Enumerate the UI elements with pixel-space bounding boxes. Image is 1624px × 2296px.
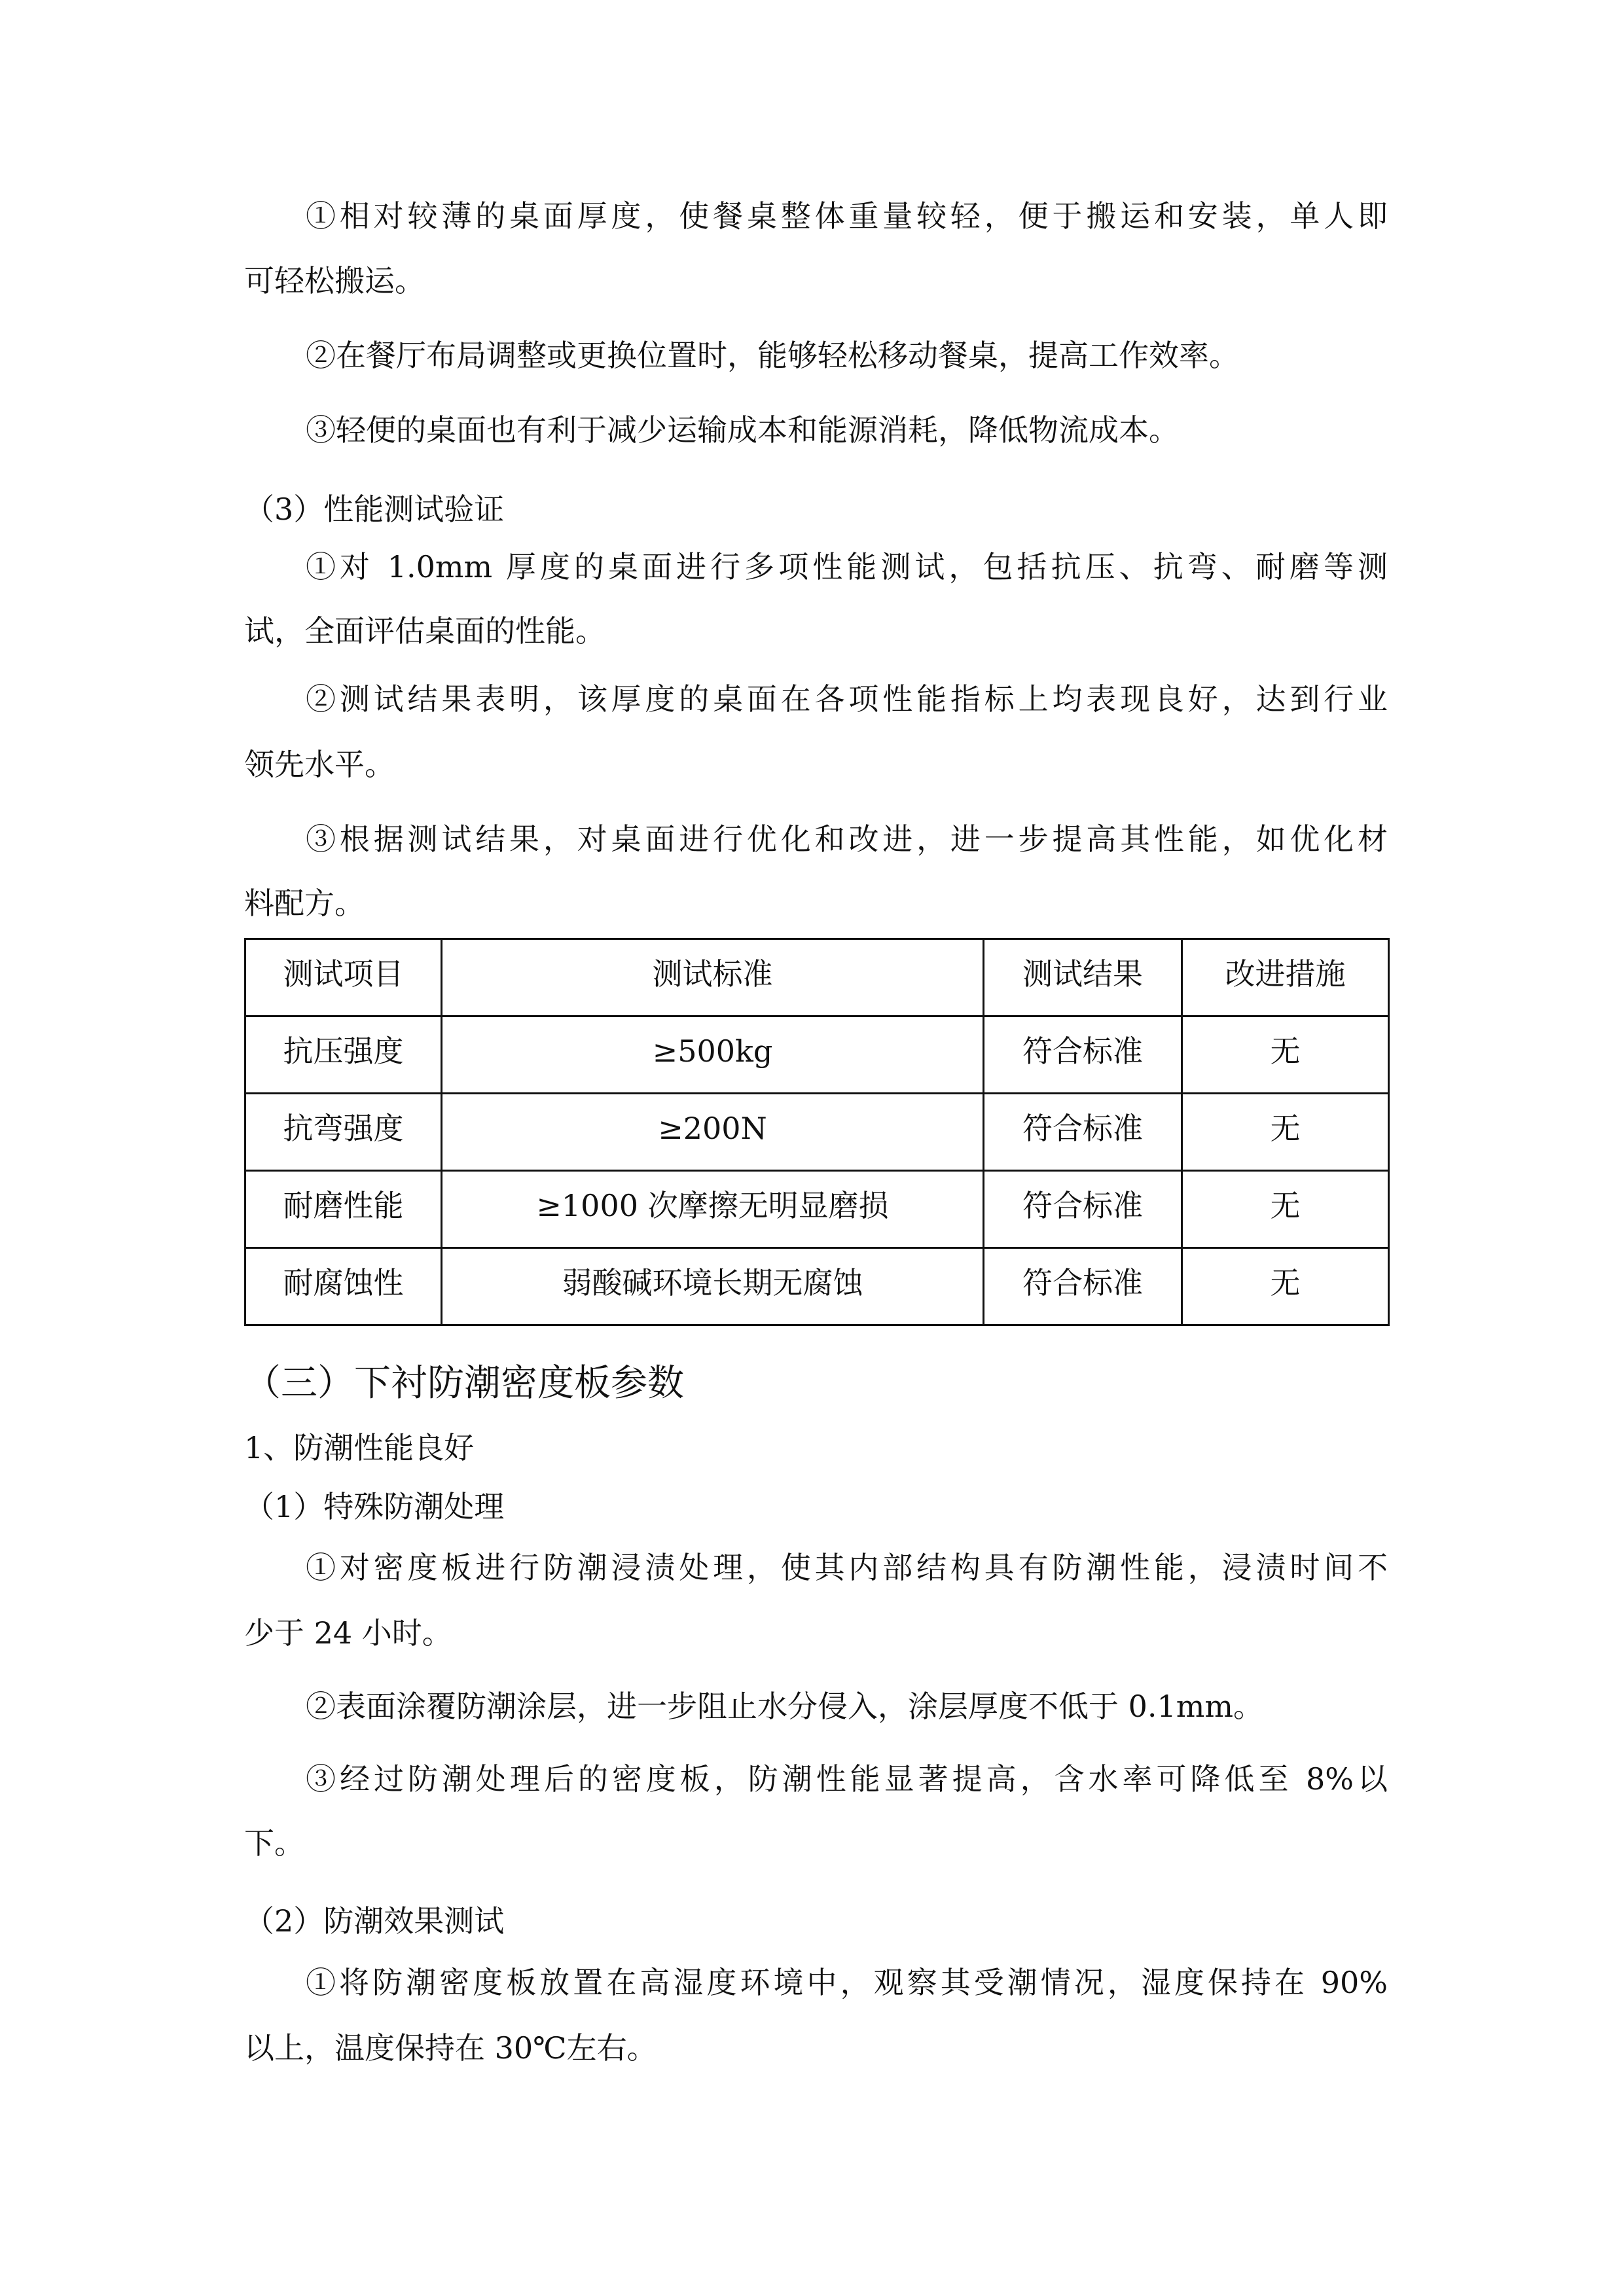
paragraph-5-line-2: 领先水平。 bbox=[244, 747, 395, 782]
paragraph-3: ③轻便的桌面也有利于减少运输成本和能源消耗，降低物流成本。 bbox=[306, 412, 1179, 448]
table-cell: 无 bbox=[1182, 1171, 1389, 1248]
table-header-cell: 测试标准 bbox=[442, 939, 984, 1016]
table-header-row bbox=[245, 939, 1389, 1016]
treatment-paragraph-1-line-1: ①对密度板进行防潮浸渍处理，使其内部结构具有防潮性能，浸渍时间不 bbox=[306, 1550, 1388, 1585]
table-cell: 抗压强度 bbox=[245, 1016, 442, 1094]
paragraph-4-line-1: ①对 1.0mm 厚度的桌面进行多项性能测试，包括抗压、抗弯、耐磨等测 bbox=[306, 549, 1388, 584]
table-header-cell: 测试项目 bbox=[245, 939, 442, 1016]
treatment-paragraph-3-line-2: 下。 bbox=[244, 1825, 304, 1861]
table-cell: 无 bbox=[1182, 1094, 1389, 1171]
table-cell: 无 bbox=[1182, 1248, 1389, 1325]
table-row bbox=[245, 1016, 1389, 1094]
table-header-cell: 改进措施 bbox=[1182, 939, 1389, 1016]
table-row bbox=[245, 1248, 1389, 1325]
table-cell: ≥200N bbox=[442, 1094, 984, 1171]
table-cell: 符合标准 bbox=[984, 1171, 1182, 1248]
table-row bbox=[245, 1171, 1389, 1248]
paragraph-4-line-2: 试，全面评估桌面的性能。 bbox=[244, 613, 605, 649]
table-header-cell: 测试结果 bbox=[984, 939, 1182, 1016]
paragraph-1-line-1: ①相对较薄的桌面厚度，使餐桌整体重量较轻，便于搬运和安装，单人即 bbox=[306, 198, 1388, 234]
table-cell: ≥500kg bbox=[442, 1016, 984, 1094]
treatment-paragraph-2: ②表面涂覆防潮涂层，进一步阻止水分侵入，涂层厚度不低于 0.1mm。 bbox=[306, 1689, 1264, 1724]
heading-special-treatment: （1）特殊防潮处理 bbox=[244, 1489, 505, 1524]
table-cell: 弱酸碱环境长期无腐蚀 bbox=[442, 1248, 984, 1325]
test-paragraph-1-line-2: 以上，温度保持在 30℃左右。 bbox=[244, 2030, 657, 2066]
treatment-paragraph-1-line-2: 少于 24 小时。 bbox=[244, 1615, 452, 1651]
table-cell: ≥1000 次摩擦无明显磨损 bbox=[442, 1171, 984, 1248]
test-paragraph-1-line-1: ①将防潮密度板放置在高湿度环境中，观察其受潮情况，湿度保持在 90% bbox=[306, 1965, 1388, 2000]
table-cell: 符合标准 bbox=[984, 1248, 1182, 1325]
table-cell: 无 bbox=[1182, 1016, 1389, 1094]
paragraph-6-line-2: 料配方。 bbox=[244, 886, 365, 921]
paragraph-5-line-1: ②测试结果表明，该厚度的桌面在各项性能指标上均表现良好，达到行业 bbox=[306, 681, 1388, 717]
table-row bbox=[245, 1094, 1389, 1171]
heading-performance-test: （3）性能测试验证 bbox=[244, 492, 505, 527]
table-cell: 耐腐蚀性 bbox=[245, 1248, 442, 1325]
table-cell: 抗弯强度 bbox=[245, 1094, 442, 1171]
paragraph-1-line-2: 可轻松搬运。 bbox=[244, 263, 425, 298]
treatment-paragraph-3-line-1: ③经过防潮处理后的密度板，防潮性能显著提高，含水率可降低至 8%以 bbox=[306, 1761, 1388, 1797]
subsection-moisture-performance: 1、防潮性能良好 bbox=[244, 1430, 475, 1465]
table-cell: 符合标准 bbox=[984, 1016, 1182, 1094]
heading-effect-test: （2）防潮效果测试 bbox=[244, 1903, 505, 1939]
section-title-moisture-board: （三）下衬防潮密度板参数 bbox=[244, 1362, 684, 1405]
table-cell: 符合标准 bbox=[984, 1094, 1182, 1171]
paragraph-2: ②在餐厅布局调整或更换位置时，能够轻松移动餐桌，提高工作效率。 bbox=[306, 338, 1239, 373]
performance-test-table bbox=[244, 938, 1390, 1326]
table-cell: 耐磨性能 bbox=[245, 1171, 442, 1248]
paragraph-6-line-1: ③根据测试结果，对桌面进行优化和改进，进一步提高其性能，如优化材 bbox=[306, 821, 1388, 857]
